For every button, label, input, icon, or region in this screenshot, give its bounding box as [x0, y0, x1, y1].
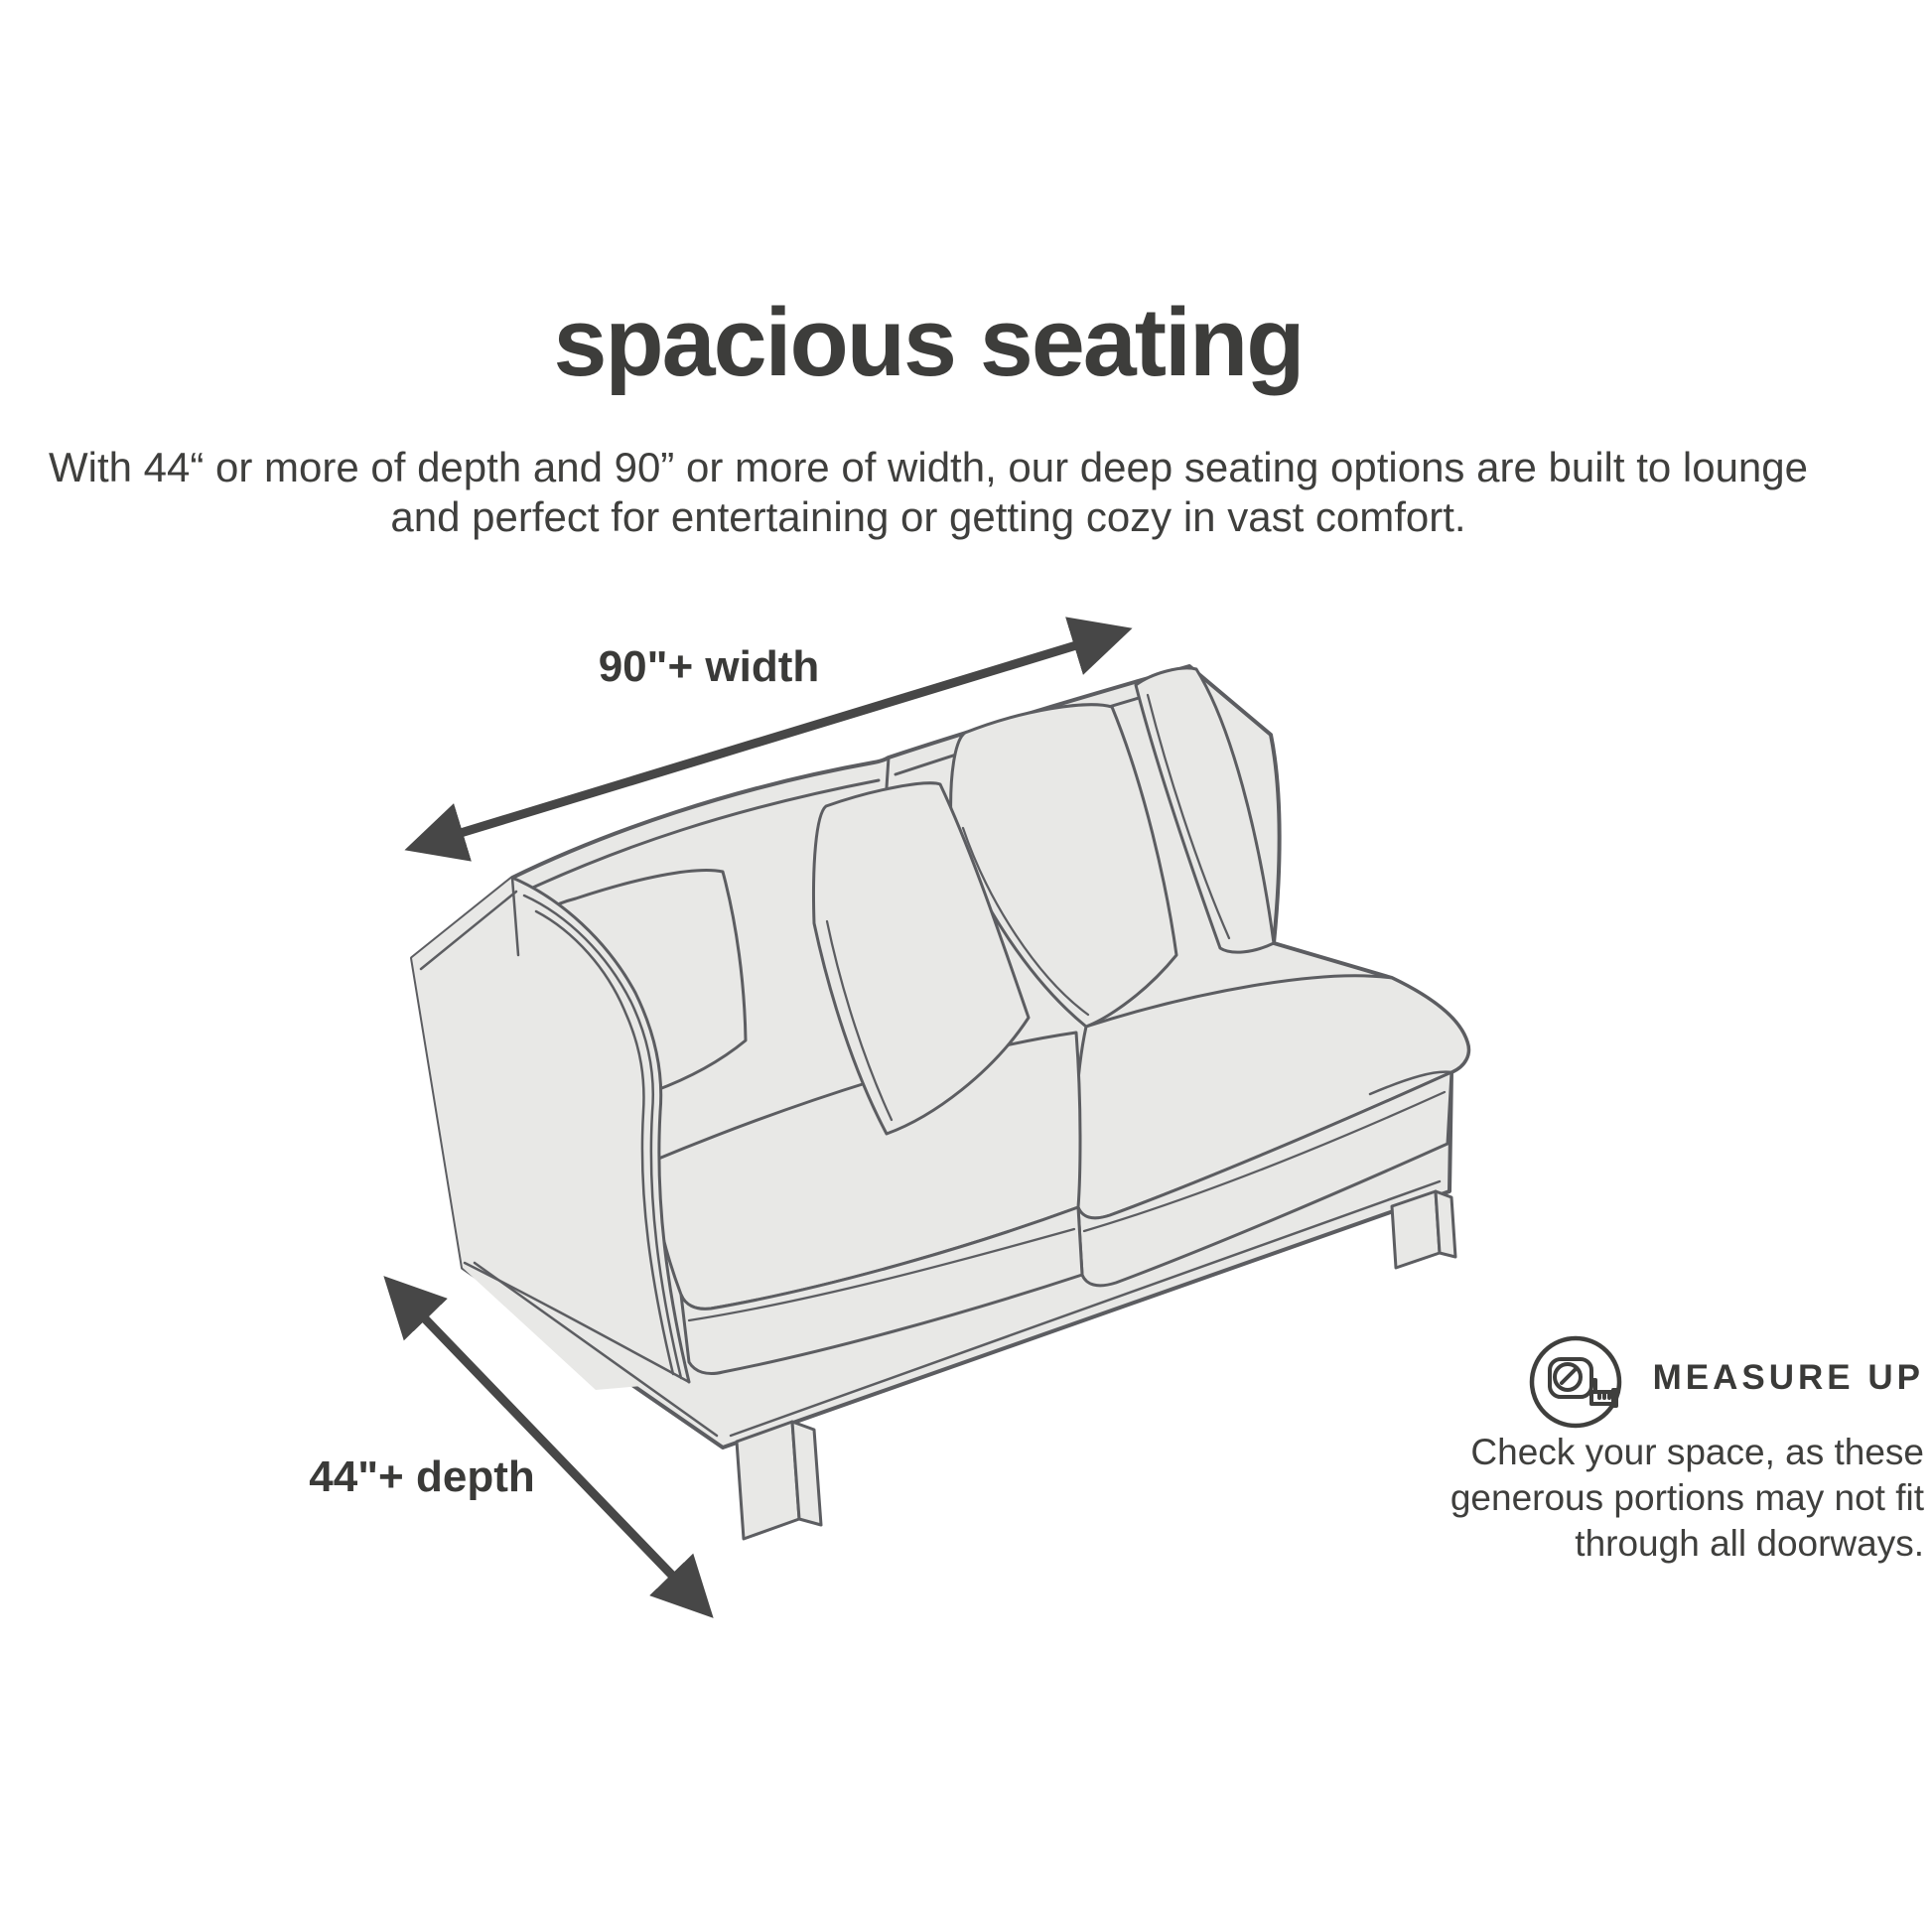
intro-paragraph-line2: and perfect for entertaining or getting cozy in vast comfort.	[390, 493, 1466, 540]
measure-up-heading: MEASURE UP	[1652, 1358, 1924, 1397]
measure-up-note-line2: generous portions may not fit	[1449, 1477, 1924, 1518]
width-dimension-label: 90"+ width	[598, 642, 820, 691]
measure-up-note-line1: Check your space, as these	[1470, 1432, 1924, 1472]
depth-dimension-label: 44"+ depth	[309, 1452, 535, 1501]
intro-paragraph-line1: With 44“ or more of depth and 90” or more of width, our deep seating options are built to lounge	[48, 444, 1809, 490]
measure-up-note-line3: through all doorways.	[1575, 1523, 1924, 1564]
page-title: spacious seating	[553, 288, 1304, 396]
measure-up-note	[1428, 1430, 1924, 1567]
sofa-front-foot	[737, 1422, 821, 1539]
sofa-right-foot	[1392, 1191, 1455, 1268]
